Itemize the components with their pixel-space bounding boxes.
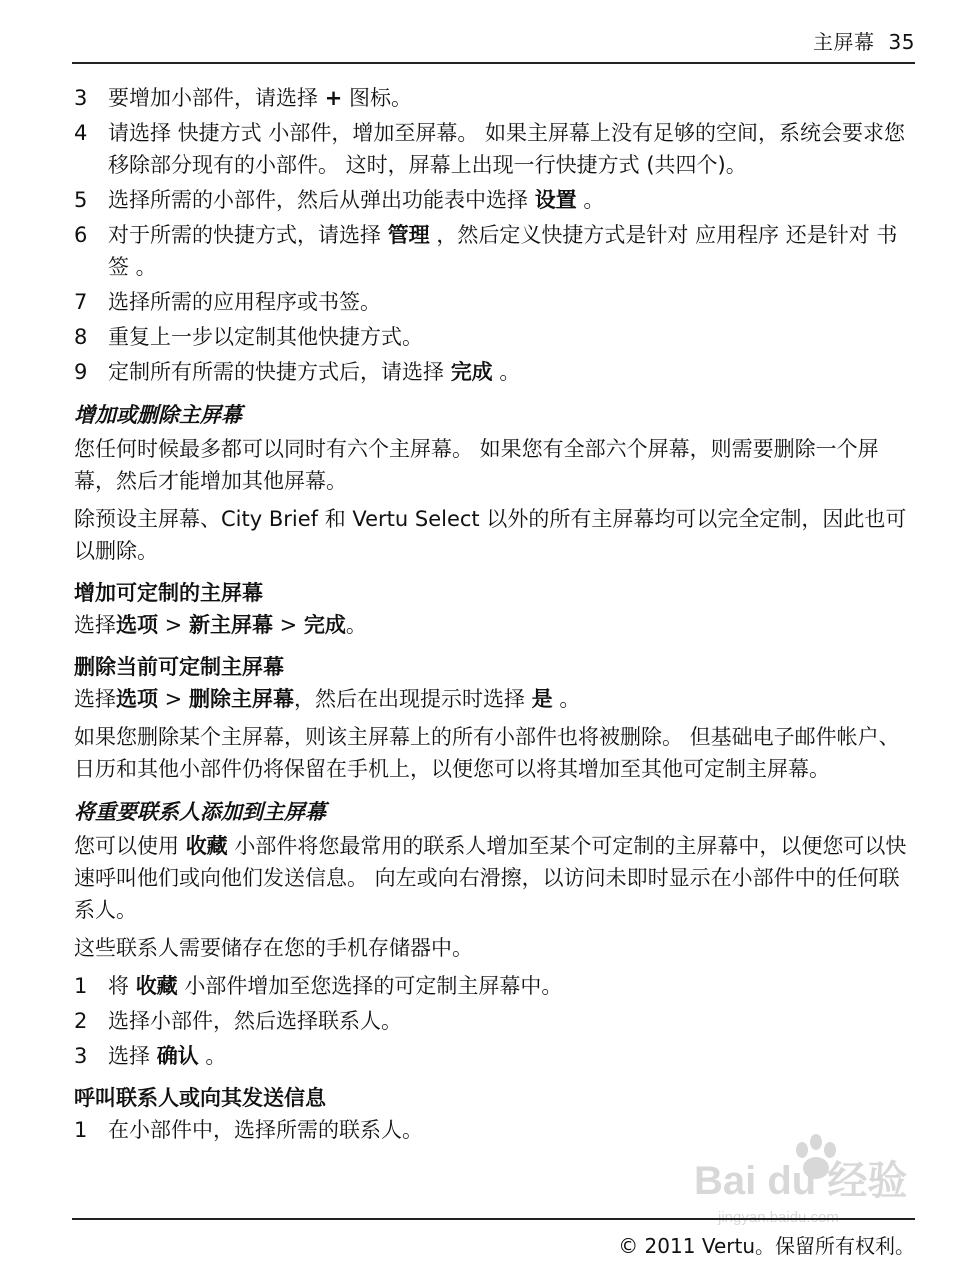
menu-path xyxy=(74,683,915,715)
path-text: 。 xyxy=(345,613,367,637)
step-number: 5 xyxy=(74,188,88,212)
copyright: © 2011 Vertu。保留所有权利。 xyxy=(618,1234,915,1258)
step-item xyxy=(74,970,915,1002)
menu-term: 选项 xyxy=(116,687,158,711)
step-number: 7 xyxy=(74,290,88,314)
path-separator: > xyxy=(272,613,304,637)
paragraph: 除预设主屏幕、City Brief 和 Vertu Select 以外的所有主屏幕均可以完全定制，因此也可以删除。 xyxy=(74,507,907,563)
menu-term: 是 xyxy=(531,687,553,711)
page-header xyxy=(72,20,915,64)
step-text: 要增加小部件，请选择 xyxy=(108,86,325,110)
path-separator: > xyxy=(158,613,189,637)
step-text: 。 xyxy=(576,188,605,212)
step-number: 3 xyxy=(74,1044,88,1068)
step-item xyxy=(74,184,915,216)
step-text: 小部件增加至您选择的可定制主屏幕中。 xyxy=(177,974,563,998)
step-number: 3 xyxy=(74,86,88,110)
plus-symbol: + xyxy=(324,86,343,110)
paragraph xyxy=(74,830,915,926)
paragraph: 如果您删除某个主屏幕，则该主屏幕上的所有小部件也将被删除。 但基础电子邮件帐户、日历和其他小部件仍将保留在手机上，以便您可以将其增加至其他可定制主屏幕。 xyxy=(74,725,900,781)
svg-text:jingyan.baidu.com: jingyan.baidu.com xyxy=(718,1209,839,1226)
path-text: 选择 xyxy=(74,687,116,711)
step-item xyxy=(74,356,915,388)
subsection-title: 呼叫联系人或向其发送信息 xyxy=(74,1086,326,1110)
step-text: ，然后定义快捷方式是针对 应用程序 还是针对 书签 。 xyxy=(108,223,898,279)
path-text: 选择 xyxy=(74,613,116,637)
step-item xyxy=(74,286,915,318)
step-text: 请选择 快捷方式 小部件，增加至屏幕。 如果主屏幕上没有足够的空间，系统会要求您移除部分现有的小部件。 这时，屏幕上出现一行快捷方式 (共四个)。 xyxy=(108,121,906,177)
para-text: 您可以使用 xyxy=(74,834,186,858)
step-number: 9 xyxy=(74,360,88,384)
path-text: 。 xyxy=(552,687,581,711)
step-text: 。 xyxy=(198,1044,227,1068)
step-text: 选择所需的应用程序或书签。 xyxy=(108,290,381,314)
step-text: 选择所需的小部件，然后从弹出功能表中选择 xyxy=(108,188,535,212)
step-number: 1 xyxy=(74,974,88,998)
step-item xyxy=(74,1040,915,1072)
step-text: 对于所需的快捷方式，请选择 xyxy=(108,223,388,247)
menu-term: 确认 xyxy=(156,1044,199,1068)
widget-term: 收藏 xyxy=(185,834,228,858)
step-text: 图标。 xyxy=(342,86,412,110)
page-footer xyxy=(72,1218,915,1258)
step-text: 。 xyxy=(492,360,521,384)
paragraph: 您任何时候最多都可以同时有六个主屏幕。 如果您有全部六个屏幕，则需要删除一个屏幕，然后才能增加其他屏幕。 xyxy=(74,437,879,493)
section-title: 增加或删除主屏幕 xyxy=(74,403,242,427)
step-text: 将 xyxy=(108,974,136,998)
svg-text:Bai du 经验: Bai du 经验 xyxy=(694,1159,908,1203)
paragraph: 这些联系人需要储存在您的手机存储器中。 xyxy=(74,936,473,960)
header-text xyxy=(813,26,915,55)
step-number: 2 xyxy=(74,1009,88,1033)
header-section: 主屏幕 xyxy=(813,30,875,54)
menu-term: 设置 xyxy=(534,188,577,212)
step-item xyxy=(74,219,915,283)
step-number: 4 xyxy=(74,121,88,145)
baidu-watermark-logo xyxy=(690,1128,920,1228)
step-text: 定制所有所需的快捷方式后，请选择 xyxy=(108,360,451,384)
step-text: 选择 xyxy=(108,1044,157,1068)
step-text: 重复上一步以定制其他快捷方式。 xyxy=(108,325,423,349)
section-title: 将重要联系人添加到主屏幕 xyxy=(74,800,326,824)
path-separator: > xyxy=(158,687,189,711)
menu-term: 完成 xyxy=(450,360,493,384)
para-text: 小部件将您最常用的联系人增加至某个可定制的主屏幕中，以便您可以快速呼叫他们或向他们发送信息。 向左或向右滑擦，以访问未即时显示在小部件中的任何联系人。 xyxy=(74,834,907,922)
step-number: 6 xyxy=(74,223,88,247)
menu-term: 新主屏幕 xyxy=(188,613,273,637)
step-text: 选择小部件，然后选择联系人。 xyxy=(108,1009,402,1033)
step-item xyxy=(74,82,915,114)
step-number: 1 xyxy=(74,1118,88,1142)
step-number: 8 xyxy=(74,325,88,349)
menu-term: 管理 xyxy=(387,223,430,247)
step-text: 在小部件中，选择所需的联系人。 xyxy=(108,1118,423,1142)
content xyxy=(74,82,915,1149)
subsection-title: 增加可定制的主屏幕 xyxy=(74,581,263,605)
menu-term: 删除主屏幕 xyxy=(188,687,294,711)
menu-term: 完成 xyxy=(303,613,346,637)
menu-path xyxy=(74,609,915,641)
step-item xyxy=(74,1005,915,1037)
menu-term: 选项 xyxy=(116,613,158,637)
step-item xyxy=(74,321,915,353)
step-item xyxy=(74,117,915,181)
page-number: 35 xyxy=(888,30,915,54)
subsection-title: 删除当前可定制主屏幕 xyxy=(74,655,284,679)
widget-term: 收藏 xyxy=(135,974,178,998)
path-text: ，然后在出现提示时选择 xyxy=(293,687,532,711)
